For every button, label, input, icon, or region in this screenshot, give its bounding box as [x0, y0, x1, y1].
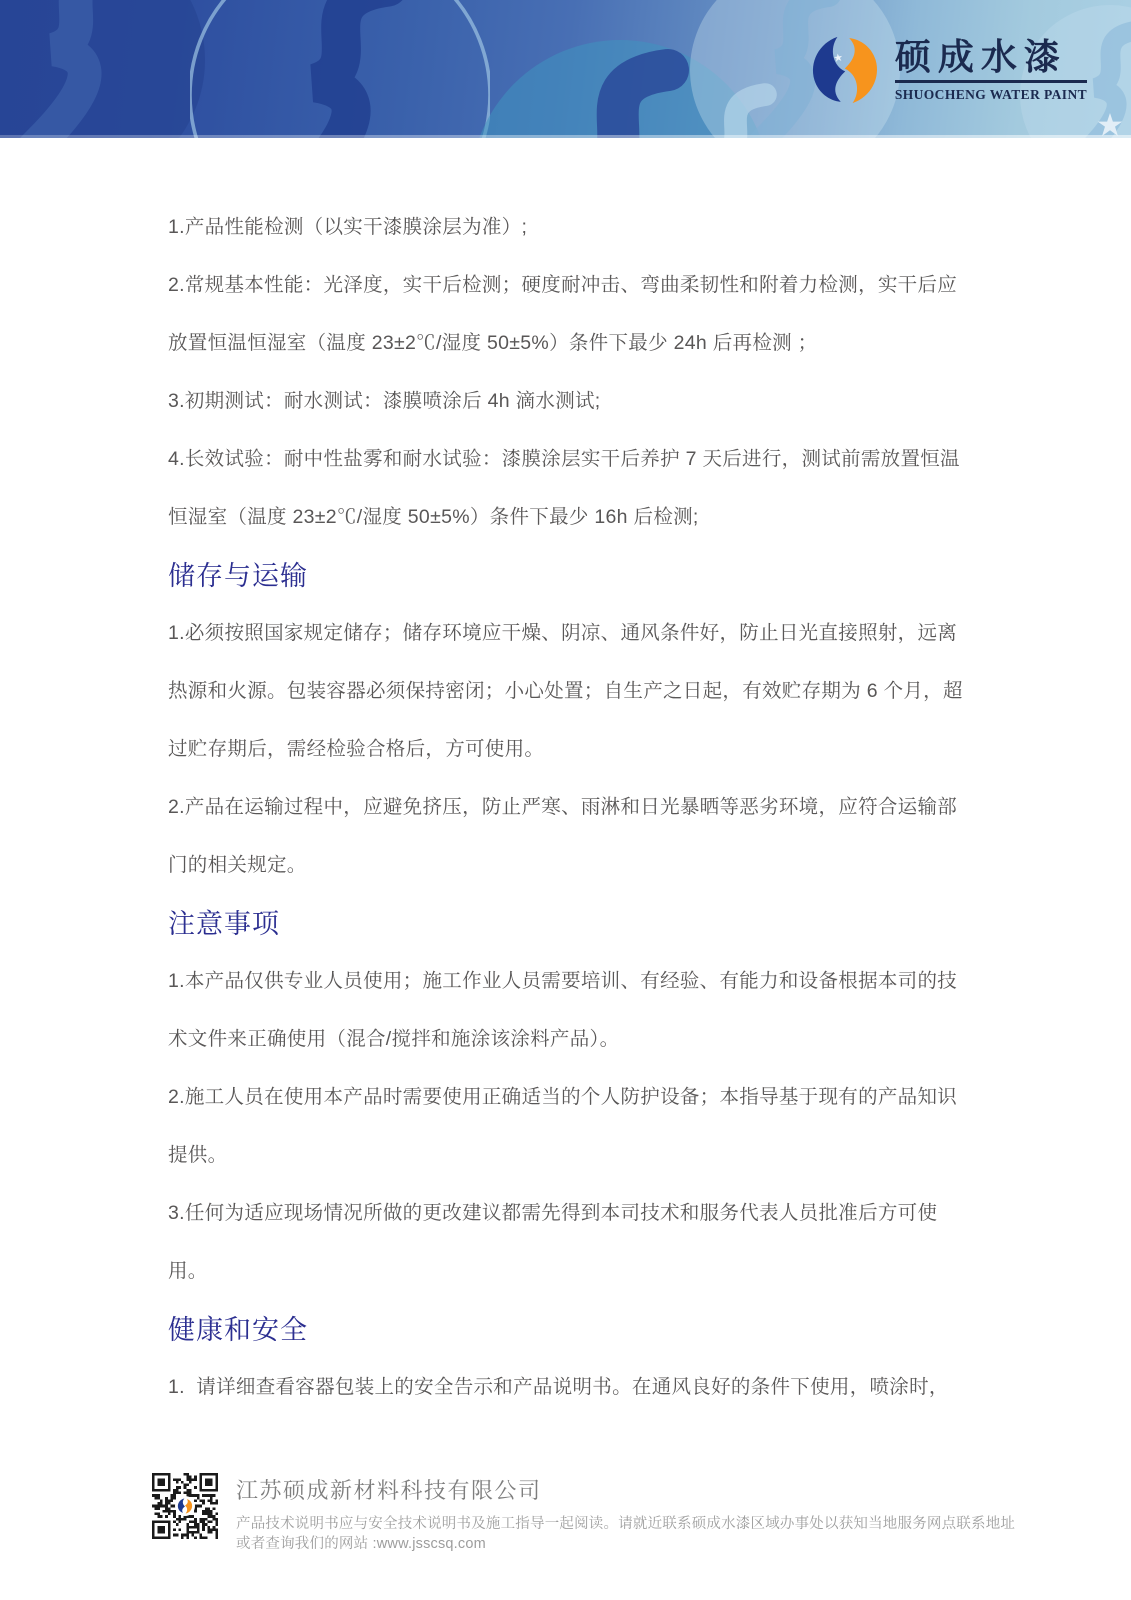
- body-line: 提供。: [168, 1144, 228, 1166]
- brand-divider: [895, 80, 1087, 83]
- footer-note-line2: 或者查询我们的网站 :www.jsscsq.com: [236, 1536, 486, 1552]
- page-footer: [152, 1473, 1015, 1554]
- body-line: 用。: [168, 1260, 208, 1282]
- body-line: 2.常规基本性能：光泽度，实干后检测；硬度耐冲击、弯曲柔韧性和附着力检测，实干后应: [168, 274, 958, 296]
- swoosh-watermark-icon: [0, 0, 205, 138]
- body-line: 门的相关规定。: [168, 854, 307, 876]
- brand-logo: [809, 34, 1087, 106]
- brand-name-en: SHUOCHENG WATER PAINT: [894, 87, 1087, 102]
- swoosh-watermark-icon: [190, 0, 490, 138]
- shuocheng-logo-icon: [177, 1498, 193, 1514]
- body-line: 放置恒温恒湿室（温度 23±2℃/湿度 50±5%）条件下最少 24h 后再检测 ；: [168, 332, 818, 354]
- body-line: 1. 请详细查看容器包装上的安全告示和产品说明书。在通风良好的条件下使用，喷涂时，: [168, 1376, 949, 1398]
- swoosh-watermark-icon: [640, 68, 830, 138]
- body-line: 过贮存期后，需经检验合格后，方可使用。: [168, 738, 545, 760]
- body-line: 1.本产品仅供专业人员使用；施工作业人员需要培训、有经验、有能力和设备根据本司的技: [168, 970, 958, 992]
- body-line: 1.产品性能检测（以实干漆膜涂层为准）;: [168, 216, 528, 238]
- body-line: 3.初期测试：耐水测试：漆膜喷涂后 4h 滴水测试;: [168, 390, 601, 412]
- section-heading-health-safety: 健康和安全: [168, 1314, 308, 1345]
- body-line: 2.产品在运输过程中，应避免挤压，防止严寒、雨淋和日光暴晒等恶劣环境，应符合运输部: [168, 796, 958, 818]
- body-line: 2.施工人员在使用本产品时需要使用正确适当的个人防护设备；本指导基于现有的产品知识: [168, 1086, 958, 1108]
- body-line: 4.长效试验：耐中性盐雾和耐水试验：漆膜涂层实干后养护 7 天后进行，测试前需放置恒温: [168, 448, 960, 470]
- section-heading-storage: 储存与运输: [168, 560, 308, 591]
- qr-center-logo: [175, 1496, 195, 1516]
- header-banner: [0, 0, 1131, 138]
- footer-note-line1: 产品技术说明书应与安全技术说明书及施工指导一起阅读。请就近联系硕成水漆区域办事处以获知当地服务网点联系地址: [236, 1516, 1016, 1532]
- body-line: 恒湿室（温度 23±2℃/湿度 50±5%）条件下最少 16h 后检测;: [168, 506, 699, 528]
- qr-code: [152, 1473, 218, 1539]
- company-name: 江苏硕成新材料科技有限公司: [236, 1478, 542, 1503]
- body-line: 热源和火源。包装容器必须保持密闭；小心处置；自生产之日起，有效贮存期为 6 个月，超: [168, 680, 963, 702]
- body-line: 术文件来正确使用（混合/搅拌和施涂该涂料产品）。: [168, 1028, 620, 1050]
- body-line: 3.任何为适应现场情况所做的更改建议都需先得到本司技术和服务代表人员批准后方可使: [168, 1202, 938, 1224]
- shuocheng-logo-icon: [804, 29, 885, 110]
- document-body: [168, 196, 988, 1414]
- brand-name-cn: 硕成水漆: [894, 36, 1067, 78]
- section-heading-precautions: 注意事项: [168, 908, 280, 939]
- body-line: 1.必须按照国家规定储存；储存环境应干燥、阴凉、通风条件好，防止日光直接照射，远离: [168, 622, 958, 644]
